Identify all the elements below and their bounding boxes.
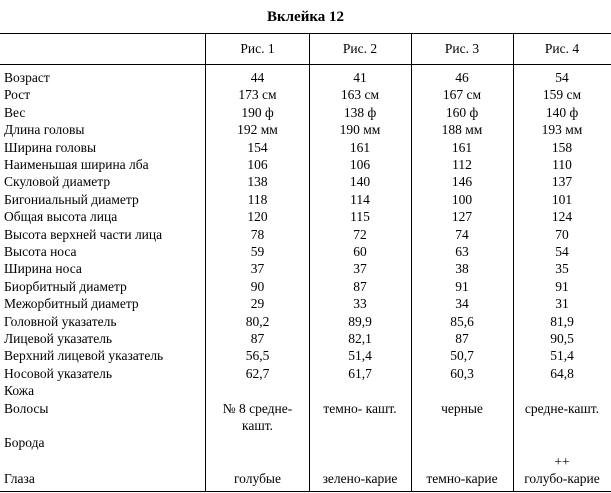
table-row <box>0 173 611 190</box>
row-label: Вес <box>4 104 26 120</box>
bottom-rule <box>0 491 611 492</box>
table-cell: 35 <box>555 261 569 277</box>
table-cell: 60 <box>353 244 367 259</box>
table-cell: 137 <box>551 174 573 190</box>
table-cell: 90,5 <box>550 331 574 346</box>
table-cell: ++ <box>554 454 570 469</box>
table-cell: 140 <box>349 174 371 190</box>
table-cell: темно- кашт. <box>323 401 397 416</box>
table-cell: 100 <box>451 191 473 207</box>
page-title: Вклейка 12 <box>266 9 345 25</box>
row-label: Носовой указатель <box>4 365 113 381</box>
table-cell: 54 <box>555 244 569 259</box>
table-cell: 38 <box>455 261 469 277</box>
table-row <box>0 278 611 295</box>
table-cell: 146 <box>451 174 473 190</box>
table-cell: 120 <box>247 209 268 225</box>
table-cell: 72 <box>353 226 367 242</box>
row-label: Ширина головы <box>4 139 97 155</box>
row-label: Возраст <box>4 70 50 85</box>
table-cell: 44 <box>250 70 265 85</box>
table-cell: № 8 средне- <box>222 401 293 416</box>
table-row <box>0 347 611 364</box>
column-header: Рис. 3 <box>444 41 480 56</box>
table-row <box>0 313 611 330</box>
table-cell: 51,4 <box>348 348 372 364</box>
table-row <box>0 86 611 103</box>
table-cell: 85,6 <box>450 313 474 329</box>
table-row <box>0 191 611 208</box>
row-label: Волосы <box>4 401 49 416</box>
table-row <box>0 208 611 225</box>
table-cell: 138 ф <box>343 104 377 120</box>
table-cell: 60,3 <box>450 365 474 381</box>
table-cell: 193 мм <box>541 122 583 138</box>
table-cell: 59 <box>250 244 265 259</box>
table-cell: 118 <box>247 191 268 207</box>
table-cell: средне-кашт. <box>524 401 600 416</box>
table-cell: 70 <box>555 226 569 242</box>
column-header: Рис. 1 <box>240 41 275 56</box>
table-cell: 140 ф <box>545 104 579 120</box>
table-cell: 87 <box>455 331 469 346</box>
table-cell: 106 <box>247 157 268 172</box>
table-cell: 114 <box>350 191 370 207</box>
table-cell: 89,9 <box>348 313 372 329</box>
row-label: Верхний лицевой указатель <box>4 348 164 364</box>
table-cell: 64,8 <box>550 365 574 381</box>
table-cell: 154 <box>247 139 268 155</box>
table-cell: 50,7 <box>450 348 474 364</box>
table-cell: темно-карие <box>426 471 498 486</box>
table-cell: 62,7 <box>245 365 270 381</box>
table-cell: 74 <box>455 226 469 242</box>
table-cell: 173 см <box>238 87 277 103</box>
table-cell: 51,4 <box>550 348 574 364</box>
table-cell: 188 мм <box>441 122 483 138</box>
column-header: Рис. 4 <box>544 41 580 56</box>
table-cell: 112 <box>452 157 472 172</box>
table-cell: 34 <box>455 296 469 312</box>
top-rule <box>0 33 611 34</box>
table-row-hair-cont <box>0 417 611 434</box>
table-cell: 31 <box>555 296 569 312</box>
row-label: Межорбитный диаметр <box>4 296 139 312</box>
table-cell: зелено-карие <box>322 471 398 486</box>
row-label: Скуловой диаметр <box>4 174 111 190</box>
table-row <box>0 365 611 382</box>
table-row-beard-value <box>0 453 611 470</box>
table-cell: 87 <box>250 331 265 346</box>
table-cell: 37 <box>250 261 265 277</box>
table-cell: 33 <box>353 296 367 312</box>
table-cell: 91 <box>555 278 569 294</box>
table-row <box>0 382 611 399</box>
table-cell: 161 <box>451 139 473 155</box>
table-row <box>0 226 611 243</box>
row-label: Бигониальный диаметр <box>4 191 139 207</box>
table-row <box>0 139 611 156</box>
table-cell: 82,1 <box>348 331 372 346</box>
table-row <box>0 295 611 312</box>
table-cell: 160 ф <box>445 104 479 120</box>
table-cell: 190 мм <box>339 122 381 138</box>
table-cell: 81,9 <box>550 313 574 329</box>
table-cell: 167 см <box>442 87 482 103</box>
table-cell: 54 <box>555 70 569 85</box>
table-cell: 110 <box>552 157 572 172</box>
row-label: Высота носа <box>4 244 77 259</box>
table-cell: 61,7 <box>348 365 372 381</box>
table-cell: 159 см <box>542 87 582 103</box>
table-cell: 80,2 <box>245 313 270 329</box>
table-cell: 37 <box>353 261 367 277</box>
row-label: Головной указатель <box>4 313 117 329</box>
row-label: Глаза <box>4 471 35 486</box>
table-cell: 90 <box>250 278 265 294</box>
table-cell: 106 <box>349 157 371 172</box>
table-cell: 127 <box>451 209 473 225</box>
table-cell: 78 <box>250 226 265 242</box>
row-label: Наименьшая ширина лба <box>4 157 149 172</box>
table-row-eyes <box>0 470 611 487</box>
table-row-beard <box>0 434 611 451</box>
table-row <box>0 121 611 138</box>
table-cell: 41 <box>353 70 367 85</box>
table-cell: 87 <box>353 278 367 294</box>
table-cell: 192 мм <box>237 122 278 138</box>
row-label: Высота верхней части лица <box>4 226 163 242</box>
table-row <box>0 243 611 260</box>
table-cell: 56,5 <box>245 348 270 364</box>
table-cell: 163 см <box>340 87 380 103</box>
row-label: Рост <box>4 87 31 103</box>
table-cell: 46 <box>455 70 469 85</box>
table-row <box>0 156 611 173</box>
table-cell: 190 ф <box>241 104 274 120</box>
header-rule <box>0 64 611 65</box>
table-cell: голубо-карие <box>524 471 600 486</box>
table-row <box>0 69 611 86</box>
table-row-hair <box>0 400 611 417</box>
column-header: Рис. 2 <box>342 41 378 56</box>
row-label: Длина головы <box>4 122 85 138</box>
row-label: Ширина носа <box>4 261 82 277</box>
table-row <box>0 104 611 121</box>
table-cell: 124 <box>551 209 573 225</box>
row-label: Лицевой указатель <box>4 331 113 346</box>
table-cell: 138 <box>247 174 268 190</box>
table-cell: 158 <box>551 139 573 155</box>
table-row <box>0 260 611 277</box>
table-cell: 29 <box>250 296 265 312</box>
table-cell: 161 <box>349 139 371 155</box>
table-row <box>0 330 611 347</box>
row-label: Биорбитный диаметр <box>4 278 127 294</box>
table-cell: черные <box>441 401 483 416</box>
table-cell: кашт. <box>241 418 273 433</box>
table-cell: 63 <box>455 244 469 259</box>
row-label: Борода <box>4 435 45 450</box>
table-cell: голубые <box>233 471 281 486</box>
row-label: Общая высота лица <box>4 209 118 225</box>
table-cell: 91 <box>455 278 469 294</box>
table-cell: 101 <box>551 191 573 207</box>
table-cell: 115 <box>350 209 370 225</box>
row-label: Кожа <box>4 383 35 399</box>
